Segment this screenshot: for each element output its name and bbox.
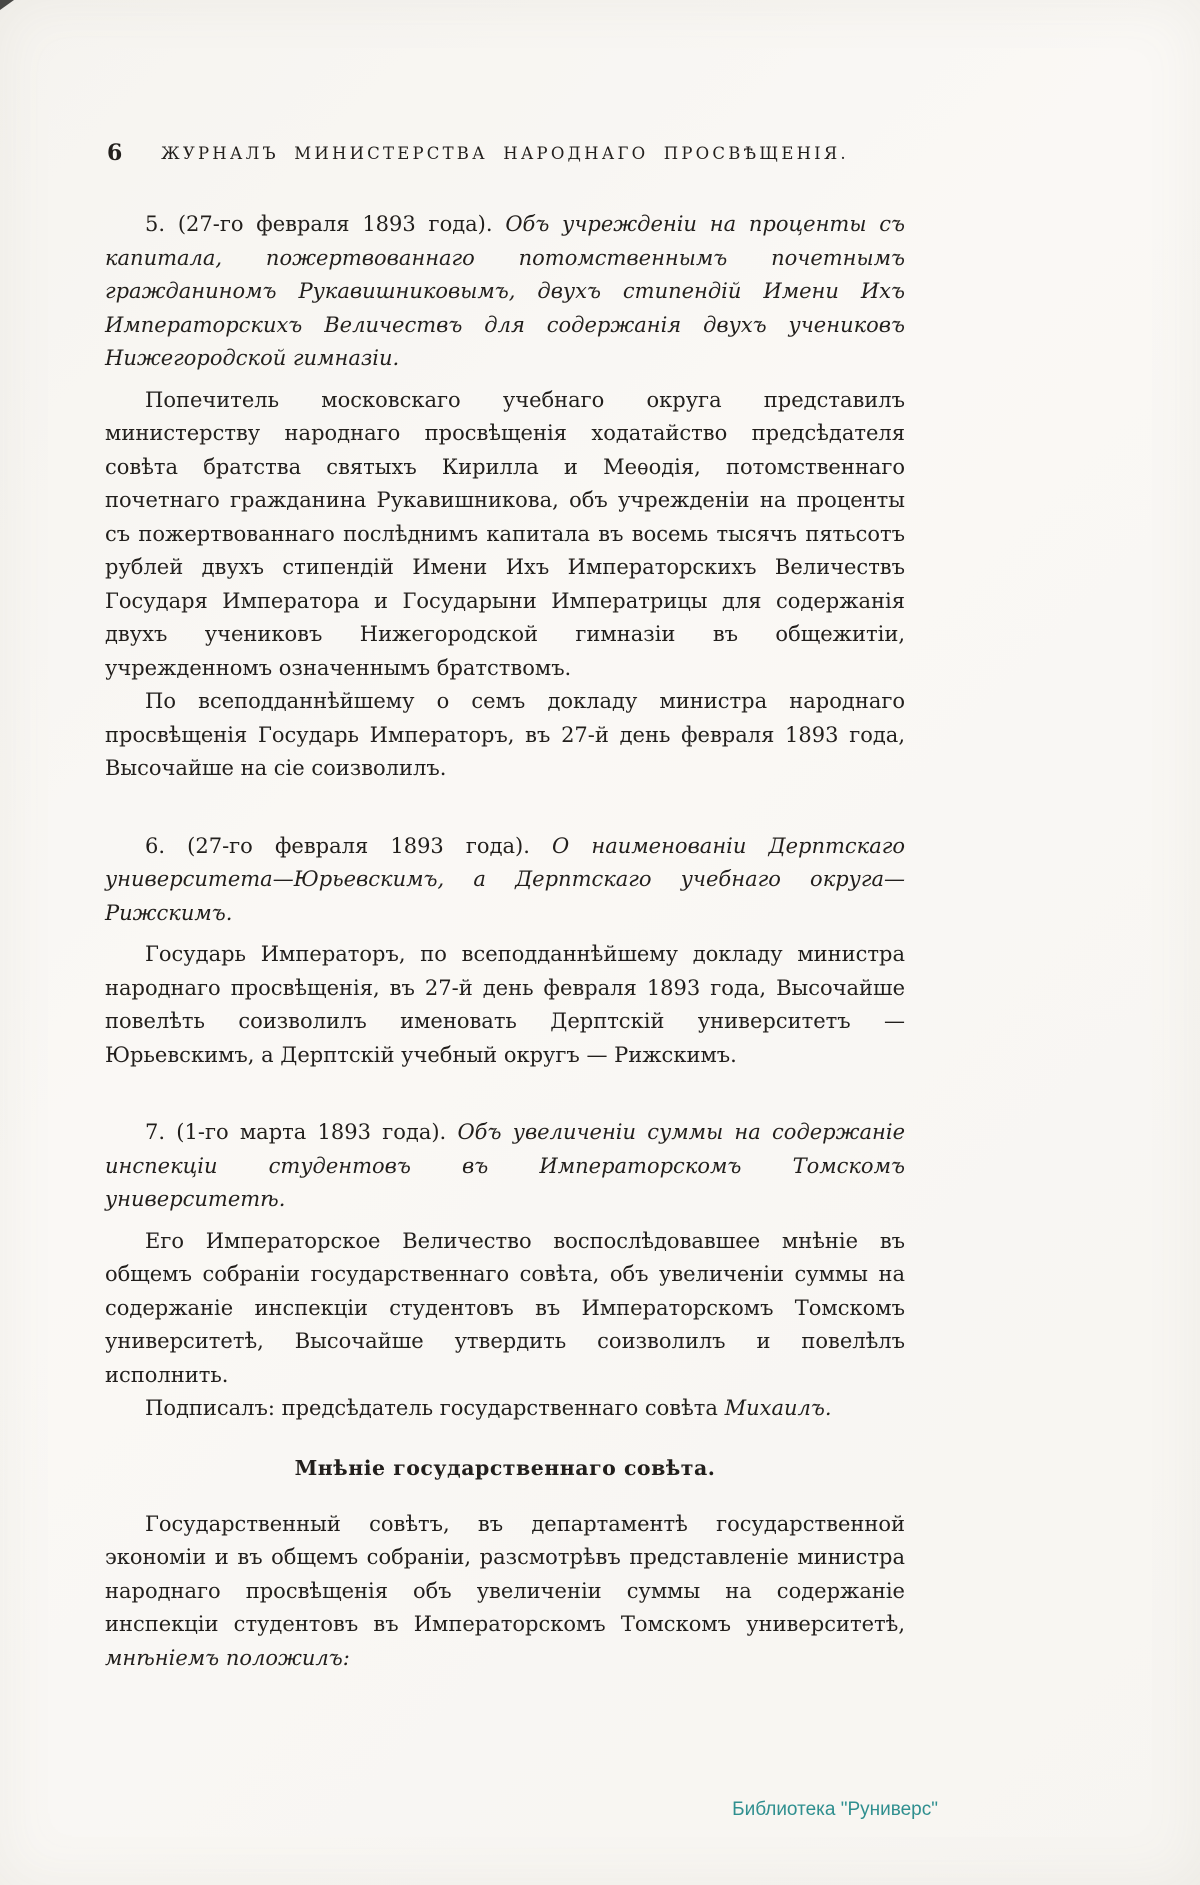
page-number: 6 <box>107 140 123 166</box>
section-5-paragraph-2: По всеподданнѣйшему о семъ докладу министра народнаго просвѣщенія Государь Императоръ, въ 27-й день февраля 1893 года, Высочайше на сіе соизволилъ. <box>105 689 905 780</box>
library-watermark: Библиотека "Руниверс" <box>732 1799 938 1820</box>
section-7-heading <box>105 1116 905 1217</box>
section-6-title: О наименованіи Дерптскаго университета—Юрьевскимъ, а Дерптскаго учебнаго округа—Рижскимъ. <box>105 833 905 925</box>
section-7-paragraph-1: Его Императорское Величество воспослѣдовавшее мнѣніе въ общемъ собраніи государственнаго совѣта, объ увеличеніи суммы на содержаніе инспекціи студентовъ въ Императорскомъ Томскомъ университетѣ, Высочайше утвердить соизволилъ и повелѣлъ исполнить. <box>105 1228 905 1387</box>
scan-corner-artifact <box>0 0 14 10</box>
section-6-date: 6. (27-го февраля 1893 года). <box>145 833 553 858</box>
opinion-resolution-phrase: мнѣніемъ положилъ: <box>105 1645 350 1670</box>
section-7 <box>105 1116 905 1426</box>
section-5-heading <box>105 208 905 376</box>
opinion-heading: Мнѣніе государственнаго совѣта. <box>294 1455 716 1480</box>
signature-line <box>105 1392 905 1426</box>
section-6 <box>105 830 905 1073</box>
opinion-paragraph <box>105 1508 905 1676</box>
journal-title: ЖУРНАЛЪ МИНИСТЕРСТВА НАРОДНАГО ПРОСВѢЩЕНІЯ. <box>161 144 849 163</box>
state-council-opinion <box>105 1456 905 1676</box>
opinion-paragraph-text: Государственный совѣтъ, въ департаментѣ государственной экономіи и въ общемъ собраніи, разсмотрѣвъ представленіе министра народнаго просвѣщенія объ увеличеніи суммы на содержаніе инспекціи студентовъ въ Императорскомъ Томскомъ университетѣ, <box>105 1511 905 1636</box>
signature-name: Михаилъ. <box>724 1396 832 1420</box>
section-6-paragraph-1: Государь Императоръ, по всеподданнѣйшему докладу министра народнаго просвѣщенія, въ 27-й день февраля 1893 года, Высочайше повелѣть соизволилъ именовать Дерптскій университетъ — Юрьевскимъ, а Дерптскій учебный округъ — Рижскимъ. <box>105 942 905 1067</box>
section-5-title: Объ учрежденіи на проценты съ капитала, пожертвованнаго потомственнымъ почетнымъ гражданиномъ Рукавишниковымъ, двухъ стипендій Имени Ихъ Императорскихъ Величествъ для содержанія двухъ учениковъ Нижегородской гимназіи. <box>105 212 905 370</box>
section-5-paragraph-1: Попечитель московскаго учебнаго округа представилъ министерству народнаго просвѣщенія ходатайство предсѣдателя совѣта братства святыхъ Кирилла и Меѳодія, потомственнаго почетнаго гражданина Рукавишникова, объ учрежденіи на проценты съ пожертвованнаго послѣднимъ капитала въ восемь тысячъ пятьсотъ рублей двухъ стипендій Имени Ихъ Императорскихъ Величествъ Государя Императора и Государыни Императрицы для содержанія двухъ учениковъ Нижегородской гимназіи въ общежитіи, учрежденномъ означеннымъ братствомъ. <box>105 387 905 680</box>
section-6-heading <box>105 830 905 931</box>
section-7-date: 7. (1-го марта 1893 года). <box>145 1120 458 1144</box>
section-5-date: 5. (27-го февраля 1893 года). <box>145 212 506 236</box>
section-5 <box>105 208 905 786</box>
page-content <box>105 140 905 1675</box>
section-7-title: Объ увеличеніи суммы на содержаніе инспекціи студентовъ въ Императорскомъ Томскомъ университетѣ. <box>105 1120 905 1211</box>
page-header <box>105 140 905 166</box>
signature-label: Подписалъ: предсѣдатель государственнаго совѣта <box>145 1396 725 1420</box>
